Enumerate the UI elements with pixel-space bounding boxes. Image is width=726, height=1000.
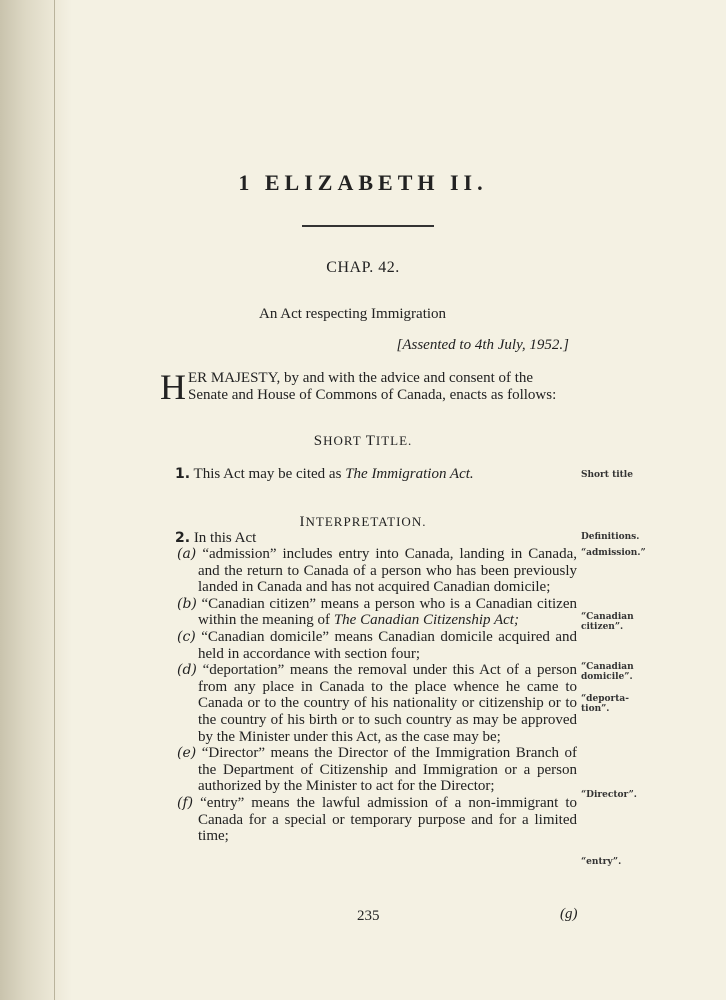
margin-note-entry: “entry”.	[581, 857, 622, 867]
section-text: In this Act	[193, 530, 257, 546]
interpretation-heading: INTERPRETATION.	[299, 514, 427, 530]
margin-note-deportation: “deporta- tion”.	[581, 694, 629, 714]
assent-date: [Assented to 4th July, 1952.]	[396, 337, 569, 353]
drop-cap: H	[160, 367, 186, 407]
definition-item: (a) “admission” includes entry into Canada, landing in Canada, and the return to Canada of a person who has been previously landed in Canada and has not acquired Canadian domicile;	[177, 546, 577, 596]
margin-note-director: “Director”.	[581, 790, 637, 800]
margin-note-definitions: Definitions.	[581, 532, 640, 542]
page-number: 235	[357, 908, 380, 924]
act-citation: The Immigration Act.	[345, 466, 474, 482]
definition-item: (b) “Canadian citizen” means a person who is a Canadian citizen within the meaning of The Canadian Citizenship Act;	[177, 595, 577, 629]
section-number: 2.	[175, 530, 191, 546]
definitions-list	[177, 546, 577, 845]
definition-item: (c) “Canadian domicile” means Canadian domicile acquired and held in accordance with section four;	[177, 628, 577, 662]
margin-note-canadian-citizen: “Canadian citizen”.	[581, 612, 634, 632]
margin-note-canadian-domicile: “Canadian domicile”.	[581, 662, 634, 682]
regnal-heading: 1 ELIZABETH II.	[238, 170, 488, 195]
definition-item: (e) “Director” means the Director of the Immigration Branch of the Department of Citizenship and Immigration or a person authorized by the Minister to act for the Director;	[177, 745, 578, 795]
margin-note-short-title: Short title	[581, 470, 633, 480]
short-title-heading: SHORT TITLE.	[313, 433, 413, 449]
section-text: This Act may be cited as	[193, 466, 346, 482]
catchword: (g)	[560, 906, 578, 922]
definition-item: (f) “entry” means the lawful admission of a non-immigrant to Canada for a special or temporary purpose and for a limited time;	[177, 794, 577, 845]
definition-item: (d) “deportation” means the removal under this Act of a person from any place in Canada to the place whence he came to Canada or to the country of his nationality or citizenship or to the country of his birth or to such country as may be approved by the Minister under this Act, as the case may be;	[177, 662, 578, 745]
chapter-number: CHAP. 42.	[326, 259, 400, 276]
section-number: 1.	[175, 466, 191, 482]
margin-note-admission: “admission.”	[581, 548, 646, 558]
heading-rule	[302, 225, 434, 227]
section-1	[175, 466, 474, 483]
enacting-clause	[160, 367, 575, 407]
enacting-text: ER MAJESTY, by and with the advice and consent of the Senate and House of Commons of Canada, enacts as follows:	[188, 370, 557, 403]
section-2	[175, 530, 256, 547]
act-title: An Act respecting Immigration	[259, 306, 447, 322]
